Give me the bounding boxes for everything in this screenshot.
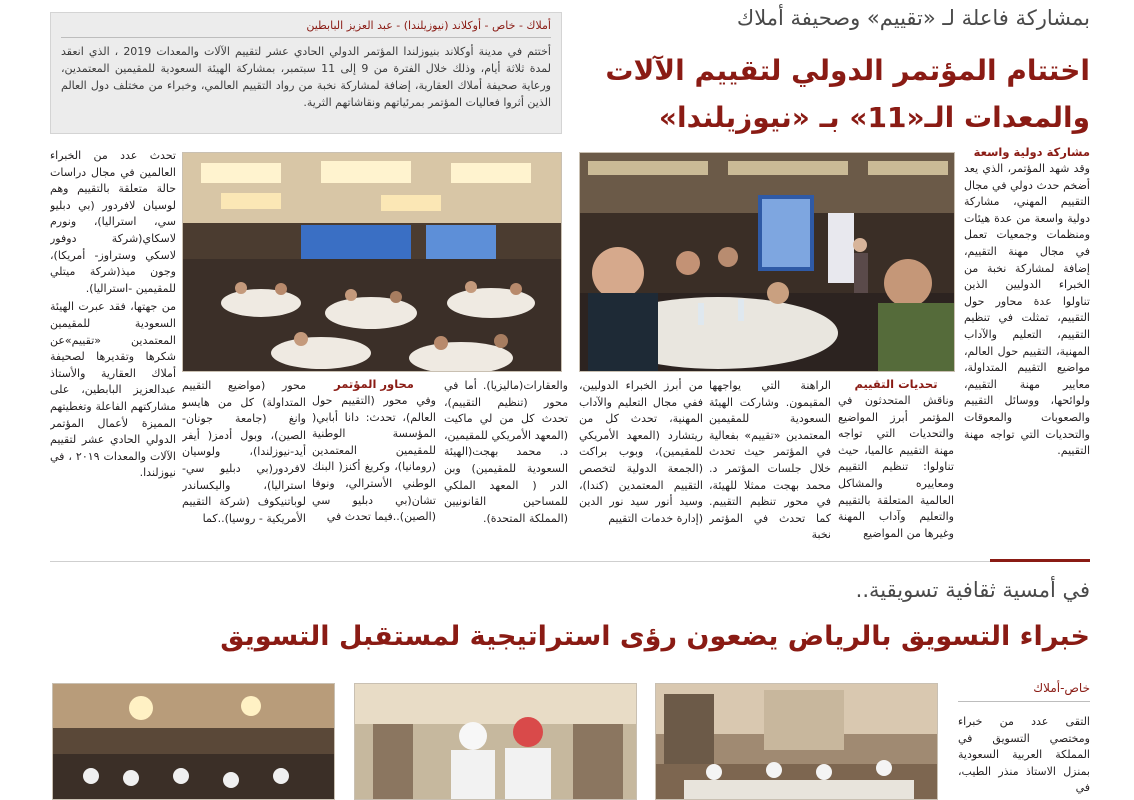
column-text: وناقش المتحدثون في المؤتمر أبرز المواضيع والتحديات التي تواجه مهنة التقييم عالميا، حيث تناولوا: تنظيم التقييم ومعاييره والمشاكل العالمية المتعلقة بالتقييم والتعليم وآداب المهنة وغيرها من المواضيع [838,394,954,540]
article2-byline: خاص-أملاك [958,681,1090,702]
column-text: وفي محور (التقييم حول العالم)، تحدث: دانا أبابي( المؤسسة الوطنية للمقيمين المعتمدين (رومانيا)، وكريغ أكنز( البنك الوطني الأسترالي، ونوفا تشان(بي دبليو سي (الصين)..فيما تحدث في [312,394,436,524]
marketing-evening-photo-3 [52,683,335,800]
article1-column-3 [709,378,831,553]
column-text: من أبرز الخبراء الدوليين، ففي مجال التعليم والآداب المهنية، تحدث كل من ريتشارد (المعهد الأمريكي للمقيمين)، وبوب براكت (الجمعة الدولية لتخصص التقييم المعتمدين (كندا)، وسيد أنور سيد نور الدين (إدارة خدمات التقييم [579,379,703,525]
article1-column-2 [838,375,954,553]
article1-byline: أملاك - خاص - أوكلاند (نيوزيلندا) - عبد العزيز البابطين [61,19,551,38]
section-divider [50,561,990,562]
column-text: الراهنة التي يواجهها المقيمون. وشاركت الهيئة السعودية للمقيمين المعتمدين «تقييم» بفعالية في المؤتمر حيث تحدث خلال جلسات المؤتمر د. محمد بهجت ممثلا للهيئة، في محور تنظيم التقييم. كما تحدث في المؤتمر نخبة [709,379,831,542]
subheading-conference-themes: محاور المؤتمر [334,377,414,391]
subheading-valuation-challenges: تحديات التقييم [854,377,938,391]
article2-column-1 [958,714,1090,800]
column-text: محور (مواضيع التقييم المتداولة) كل من هايسو وانغ (جامعة جونان- الصين)، وبول أدمز( أيفر أيد-نيوزلندا)، ولوسيان لافردور(بي دبليو سي- استراليا)، واليكساندر لوباتنيكوف (شركة التقييم الأمريكية - روسيا)..كما [182,379,306,525]
article1-column-1 [964,143,1090,555]
column-text: التقى عدد من خبراء ومختصي التسويق في المملكة العربية السعودية بمنزل الاستاذ منذر الطيب، في [958,715,1090,795]
article1-column-5 [444,378,568,553]
column-text: والعقارات(ماليزيا). أما في محور (تنظيم التقييم)، تحدث كل من لي ماكيت (المعهد الأمريكي للمقيمين، د. محمد بهجت(الهيئة السعودية للمقيمين) وبن الدر ( المعهد الملكي للمساحين القانونيين (المملكة المتحدة). [444,379,568,525]
column-text: تحدث عدد من الخبراء العالمين في مجال دراسات حالة متعلقة بالتقييم وهم لوسيان لافردور (بي دبليو سي، استراليا)، ونورم لاسكاي(شركة دوفور لاسكي وستراوز- أمريكا)، وجون ميذ(شركة ميتلي للمقيمين -استراليا). [50,149,176,295]
column-text: من جهتها، فقد عبرت الهيئة السعودية للمقيمين المعتمدين «تقييم»عن شكرها وتقديرها لصحيفة أملاك العقارية والأستاذ عبدالعزيز البابطين، على مشاركتهم الفاعلة وتغطيتهم المميزة لأعمال المؤتمر الدولي الحادي عشر لتقييم الآلات والمعدات ٢٠١٩ ، في نيوزلندا. [50,300,176,480]
article2-kicker: في أمسية ثقافية تسويقية.. [855,578,1090,602]
subheading-international-participation: مشاركة دولية واسعة [973,145,1090,159]
article1-column-6 [312,375,436,553]
conference-audience-photo [182,152,562,372]
article2-headline: خبراء التسويق بالرياض يضعون رؤى استراتيجية لمستقبل التسويق [220,621,1090,652]
article1-kicker: بمشاركة فاعلة لـ «تقييم» وصحيفة أملاك [736,6,1090,30]
article1-headline-line1: اختتام المؤتمر الدولي لتقييم الآلات [605,54,1090,87]
marketing-evening-photo-1 [655,683,938,800]
section-divider-accent [990,559,1090,562]
column-text: وقد شهد المؤتمر، الذي يعد أضخم حدث دولي في مجال التقييم المهني، مشاركة دولية واسعة من عدة هيئات ومنظمات وجمعيات تعمل في مجال مهنة التقييم، إضافة لمشاركة نخبة من الخبراء الدوليين الذين تناولوا عدة محاور حول التقييم، تمثلت في تنظيم التقييم، التعليم والآداب المهنية، التقييم حول العالم، مواضيع التقييم المتداولة، معايير مهنة التقييم، ولوائحها، ووسائل التقييم والصعوبات والمعوقات والتحديات التي تواجه مهنة التقييم. [964,162,1090,458]
article1-column-8 [50,148,176,552]
marketing-evening-photo-2 [354,683,637,800]
article1-column-4 [579,378,703,553]
article1-lead: أختتم في مدينة أوكلاند بنيوزلندا المؤتمر الدولي الحادي عشر لتقييم الآلات والمعدات 2019 ، الذي انعقد لمدة ثلاثة أيام، وذلك خلال الفترة من 9 إلى 11 سبتمبر، بمشاركة الهيئة السعودية للمقيمين المعتمدين، ورعاية صحيفة أملاك العقارية، إضافة لمشاركة نخبة من رواد التقييم العالمي، وخبراء من مختلف دول العالم الذين أثروا فعاليات المؤتمر بمرئياتهم ونقاشاتهم الثرية. [61,45,551,109]
conference-session-photo [579,152,955,372]
article1-headline-line2: والمعدات الـ«11» بـ «نيوزيلندا» [658,101,1090,134]
article1-column-7 [182,378,306,553]
lead-box [50,12,562,134]
